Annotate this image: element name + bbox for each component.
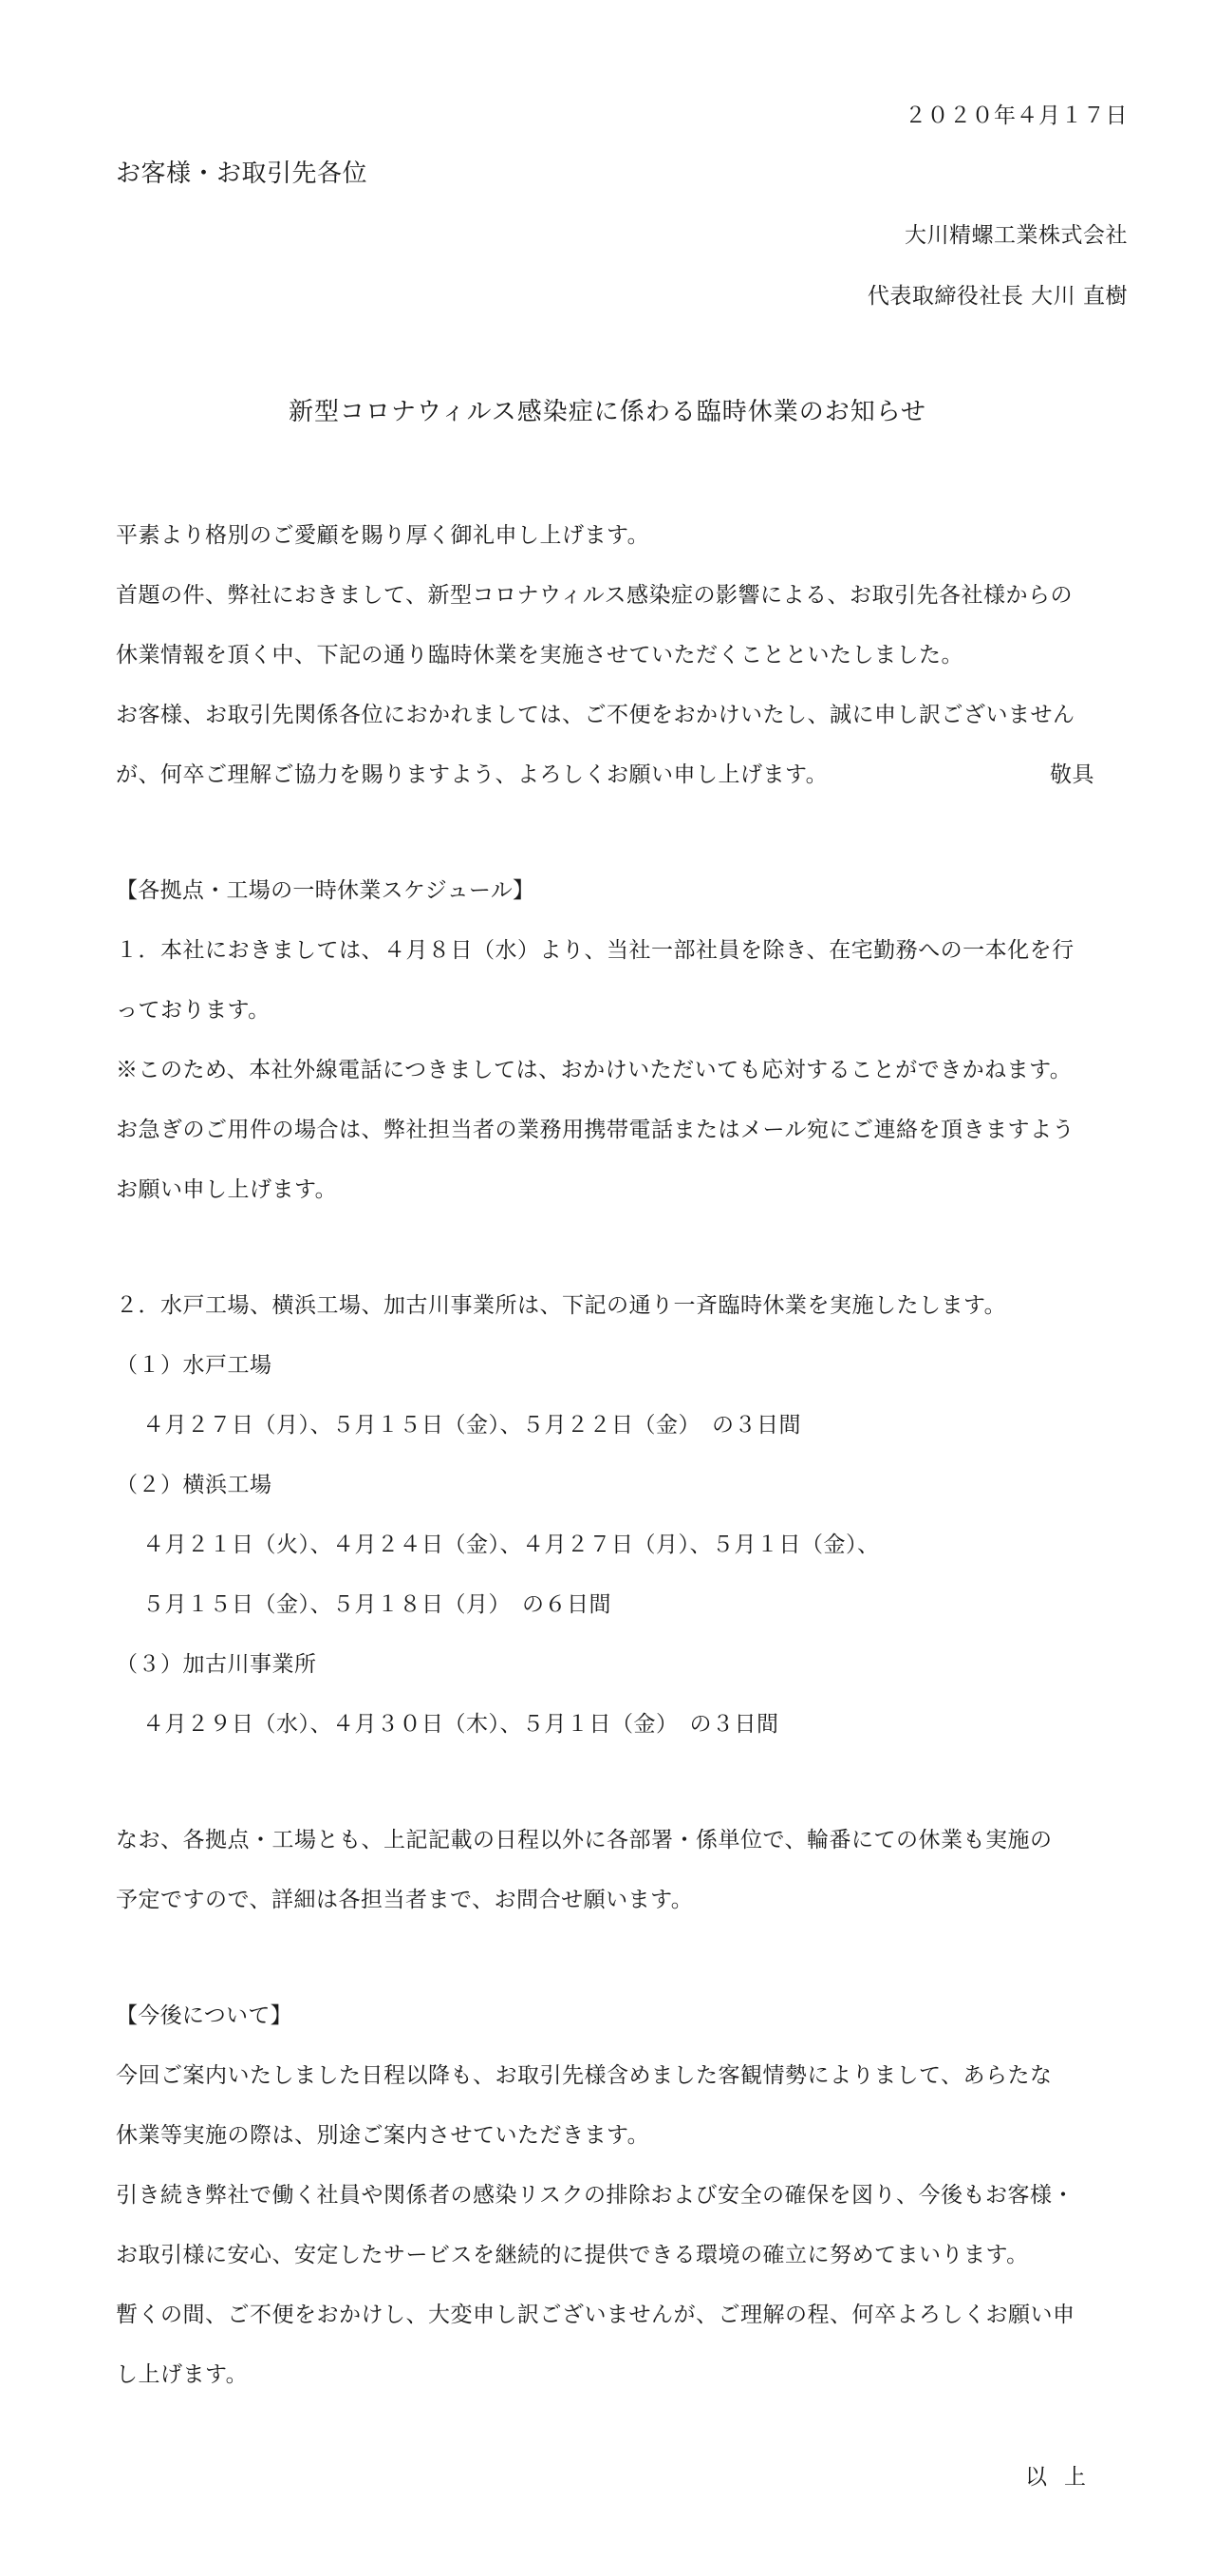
representative-name: 代表取締役社長 大川 直樹 — [867, 284, 1128, 309]
future-line: し上げます。 — [116, 2362, 249, 2387]
future-heading: 【今後について】 — [116, 2003, 292, 2028]
kakogawa-office-days: ４月２９日（水）、４月３０日（木）、５月１日（金） の３日間 — [142, 1712, 779, 1737]
closing-ijou: 以上 — [1025, 2465, 1103, 2490]
future-line: 休業等実施の際は、別途ご案内させていただきます。 — [116, 2123, 650, 2148]
document-date: ２０２０年４月１７日 — [905, 103, 1128, 128]
intro-line: 休業情報を頂く中、下記の通り臨時休業を実施させていただくことといたしました。 — [116, 643, 963, 668]
future-line: 今回ご案内いたしました日程以降も、お取引先様含めました客観情勢によりまして、あらたな — [116, 2063, 1053, 2088]
schedule-heading: 【各拠点・工場の一時休業スケジュール】 — [116, 878, 535, 903]
schedule-item1-line: お願い申し上げます。 — [116, 1177, 338, 1202]
schedule-item1-line: ※このため、本社外線電話につきましては、おかけいただいても応対することができかねます。 — [116, 1058, 1073, 1082]
yokohama-factory-days: ４月２１日（火）、４月２４日（金）、４月２７日（月）、５月１日（金）、 — [142, 1532, 880, 1557]
intro-line: 平素より格別のご愛顧を賜り厚く御礼申し上げます。 — [116, 523, 650, 548]
intro-line: 首題の件、弊社におきまして、新型コロナウィルス感染症の影響による、お取引先各社様からの — [116, 583, 1073, 608]
schedule-note-line: なお、各拠点・工場とも、上記記載の日程以外に各部署・係単位で、輪番にての休業も実施の — [116, 1828, 1053, 1852]
schedule-item2-intro: ２．水戸工場、横浜工場、加古川事業所は、下記の通り一斉臨時休業を実施したします。 — [116, 1293, 1007, 1318]
future-line: お取引様に安心、安定したサービスを継続的に提供できる環境の確立に努めてまいります。 — [116, 2243, 1029, 2267]
yokohama-factory-days: ５月１５日（金）、５月１８日（月） の６日間 — [142, 1592, 611, 1617]
intro-line: お客様、お取引先関係各位におかれましては、ご不便をおかけいたし、誠に申し訳ございません — [116, 703, 1075, 727]
schedule-item1-line: １．本社におきましては、４月８日（水）より、当社一部社員を除き、在宅勤務への一本化を行 — [116, 938, 1075, 963]
schedule-item1-line: お急ぎのご用件の場合は、弊社担当者の業務用携帯電話またはメール宛にご連絡を頂きますよう — [116, 1118, 1075, 1142]
kakogawa-office-label: （３）加古川事業所 — [116, 1652, 317, 1677]
future-line: 暫くの間、ご不便をおかけし、大変申し訳ございませんが、ご理解の程、何卒よろしくお願い申 — [116, 2303, 1075, 2327]
addressee: お客様・お取引先各位 — [116, 160, 368, 188]
yokohama-factory-label: （２）横浜工場 — [116, 1473, 272, 1497]
mito-factory-days: ４月２７日（月）、５月１５日（金）、５月２２日（金） の３日間 — [142, 1413, 801, 1438]
document-title: 新型コロナウィルス感染症に係わる臨時休業のお知らせ — [289, 398, 926, 426]
future-line: 引き続き弊社で働く社員や関係者の感染リスクの排除および安全の確保を図り、今後もお客様・ — [116, 2183, 1075, 2208]
schedule-item1-line: っております。 — [116, 998, 271, 1023]
keigu-closing: 敬具 — [1050, 762, 1094, 787]
schedule-note-line: 予定ですので、詳細は各担当者まで、お問合せ願います。 — [116, 1888, 694, 1912]
company-name: 大川精螺工業株式会社 — [905, 223, 1128, 248]
intro-line: が、何卒ご理解ご協力を賜りますよう、よろしくお願い申し上げます。 — [116, 762, 829, 787]
mito-factory-label: （１）水戸工場 — [116, 1353, 272, 1378]
